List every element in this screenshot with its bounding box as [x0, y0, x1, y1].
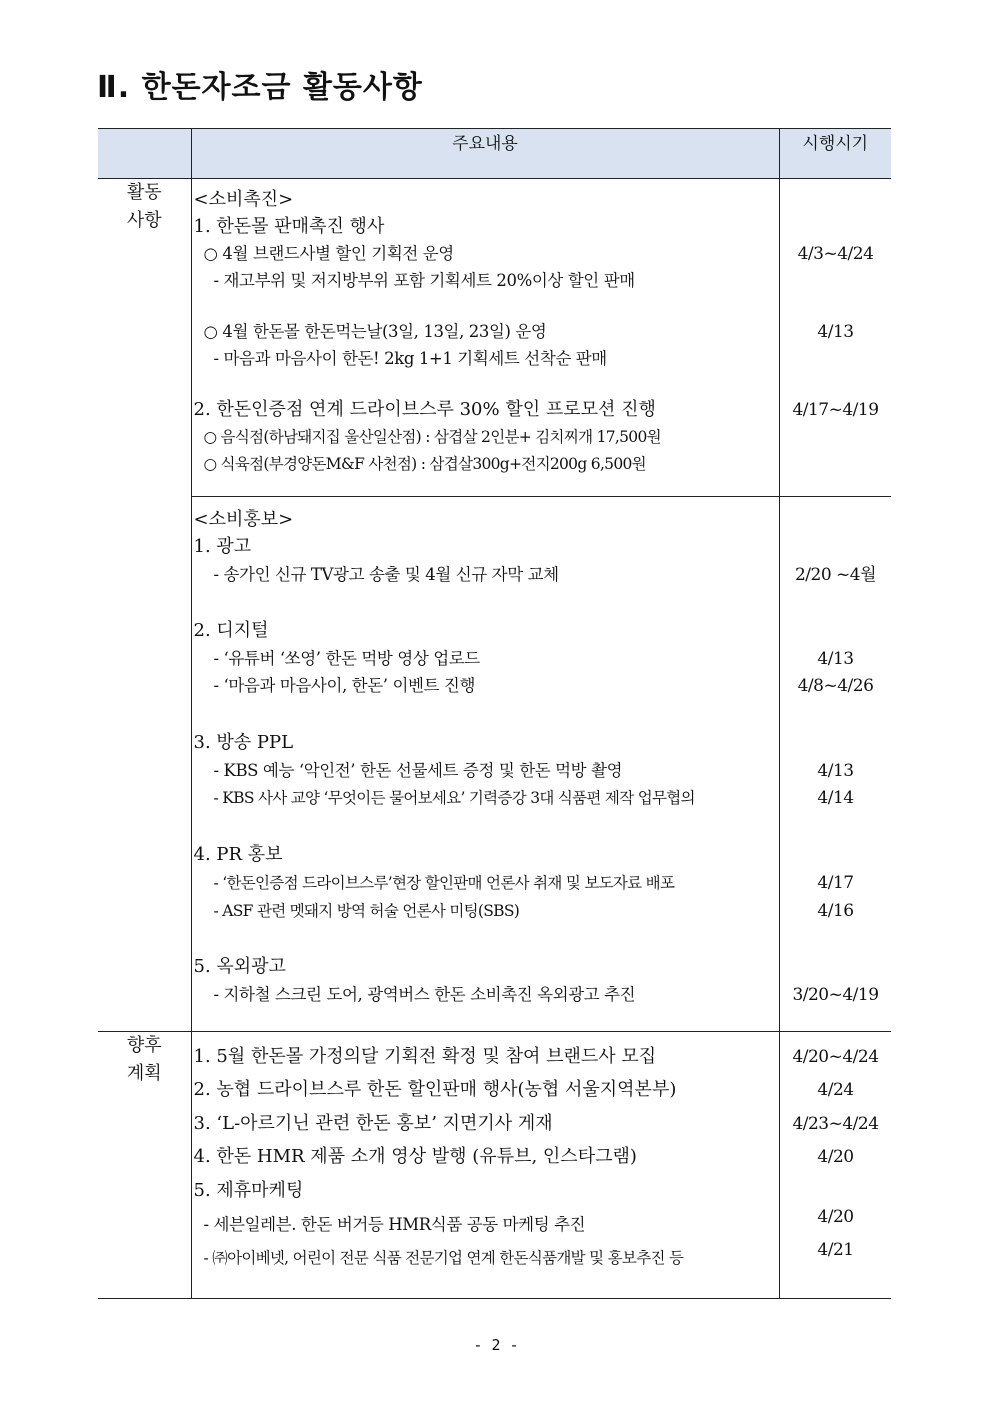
date-value: 3/20~4/19 [792, 985, 879, 1005]
date-value: 4/13 [817, 761, 854, 781]
sub-item: ○ 4월 브랜드사별 할인 기획전 운영 [203, 244, 454, 263]
header-main-content: 주요내용 [191, 129, 779, 179]
date-value: 4/24 [817, 1080, 854, 1100]
detail-item: - 마음과 마음사이 한돈! 2kg 1+1 기획세트 선착순 판매 [213, 349, 607, 368]
activity-table [98, 128, 891, 1299]
publicity-dates [779, 497, 891, 1032]
table-row-publicity [98, 497, 891, 1032]
item-heading: 5. 옥외광고 [193, 956, 286, 977]
page-number: - 2 - [473, 1336, 519, 1354]
item-heading: 1. 한돈몰 판매촉진 행사 [193, 216, 385, 237]
consumption-dates [779, 179, 891, 497]
detail-item: - 재고부위 및 저지방부위 포함 기획세트 20%이상 할인 판매 [213, 271, 635, 290]
detail-item: - 지하철 스크린 도어, 광역버스 한돈 소비촉진 옥외광고 추진 [213, 985, 636, 1004]
item-heading: 1. 광고 [193, 536, 252, 557]
date-value: 4/17~4/19 [792, 400, 879, 420]
sub-item: ○ 식육점(부경양돈M&F 사천점) : 삼겹살300g+전지200g 6,500원 [203, 455, 646, 473]
category-line: 활동 [126, 182, 162, 203]
detail-item: - ‘유튜버 ‘쏘영’ 한돈 먹방 영상 업로드 [213, 649, 480, 668]
detail-item: - ‘마음과 마음사이, 한돈’ 이벤트 진행 [213, 676, 475, 695]
category-line: 향후 [126, 1035, 162, 1056]
document-title: Ⅱ. 한돈자조금 활동사항 [97, 70, 423, 105]
plan-content [191, 1032, 779, 1299]
item-heading: 2. 디지털 [193, 620, 269, 641]
date-value: 4/20~4/24 [792, 1047, 879, 1067]
detail-item: - 세븐일레븐. 한돈 버거등 HMR식품 공동 마케팅 추진 [203, 1215, 586, 1234]
header-blank [98, 129, 191, 179]
date-value: 4/23~4/24 [792, 1114, 879, 1134]
category-activities [98, 179, 191, 1032]
item-heading: 3. 방송 PPL [193, 732, 294, 753]
item-heading: 4. PR 홍보 [193, 844, 283, 865]
detail-item: - KBS 사사 교양 ‘무엇이든 물어보세요’ 기력증강 3대 식품편 제작 업무협의 [213, 789, 695, 807]
item-heading: 2. 한돈인증점 연계 드라이브스루 30% 할인 프로모션 진행 [193, 399, 656, 420]
section-heading: <소비홍보> [193, 509, 294, 530]
consumption-content [191, 179, 779, 497]
section-heading: <소비촉진> [193, 189, 294, 210]
table-row-plan [98, 1032, 891, 1299]
header-schedule: 시행시기 [779, 129, 891, 179]
item-heading: 4. 한돈 HMR 제품 소개 영상 발행 (유튜브, 인스타그램) [193, 1146, 637, 1167]
detail-item: - ‘한돈인증점 드라이브스루’현장 할인판매 언론사 취재 및 보도자료 배포 [213, 874, 675, 892]
date-value: 4/8~4/26 [797, 676, 874, 696]
sub-item: ○ 음식점(하남돼지집 울산일산점) : 삼겹살 2인분+ 김치찌개 17,500원 [203, 428, 661, 446]
detail-item: - KBS 예능 ‘악인전’ 한돈 선물세트 증정 및 한돈 먹방 촬영 [213, 761, 623, 780]
date-value: 4/17 [817, 873, 854, 893]
table-header-row [98, 129, 891, 179]
category-line: 계획 [126, 1063, 162, 1084]
category-line: 사항 [126, 210, 162, 231]
publicity-content [191, 497, 779, 1032]
date-value: 4/14 [817, 788, 854, 808]
item-heading: 1. 5월 한돈몰 가정의달 기획전 확정 및 참여 브랜드사 모집 [193, 1046, 657, 1067]
detail-item: - ASF 관련 멧돼지 방역 허술 언론사 미팅(SBS) [213, 902, 520, 920]
item-heading: 3. ‘L-아르기닌 관련 한돈 홍보’ 지면기사 게재 [193, 1113, 553, 1134]
date-value: 4/16 [817, 901, 854, 921]
date-value: 4/20 [817, 1147, 854, 1167]
category-plans [98, 1032, 191, 1299]
date-value: 4/21 [817, 1240, 854, 1260]
detail-item: - 송가인 신규 TV광고 송출 및 4월 신규 자막 교체 [213, 565, 559, 584]
plan-dates [779, 1032, 891, 1299]
date-value: 4/20 [817, 1207, 854, 1227]
date-value: 4/13 [817, 649, 854, 669]
table-row-consumption [98, 179, 891, 497]
date-value: 4/3~4/24 [797, 244, 874, 264]
detail-item: - ㈜아이베넷, 어린이 전문 식품 전문기업 연계 한돈식품개발 및 홍보추진 등 [203, 1249, 684, 1267]
item-heading: 2. 농협 드라이브스루 한돈 할인판매 행사(농협 서울지역본부) [193, 1079, 677, 1100]
date-value: 4/13 [817, 322, 854, 342]
item-heading: 5. 제휴마케팅 [193, 1180, 304, 1201]
sub-item: ○ 4월 한돈몰 한돈먹는날(3일, 13일, 23일) 운영 [203, 322, 547, 341]
date-value: 2/20 ~4월 [794, 565, 877, 585]
